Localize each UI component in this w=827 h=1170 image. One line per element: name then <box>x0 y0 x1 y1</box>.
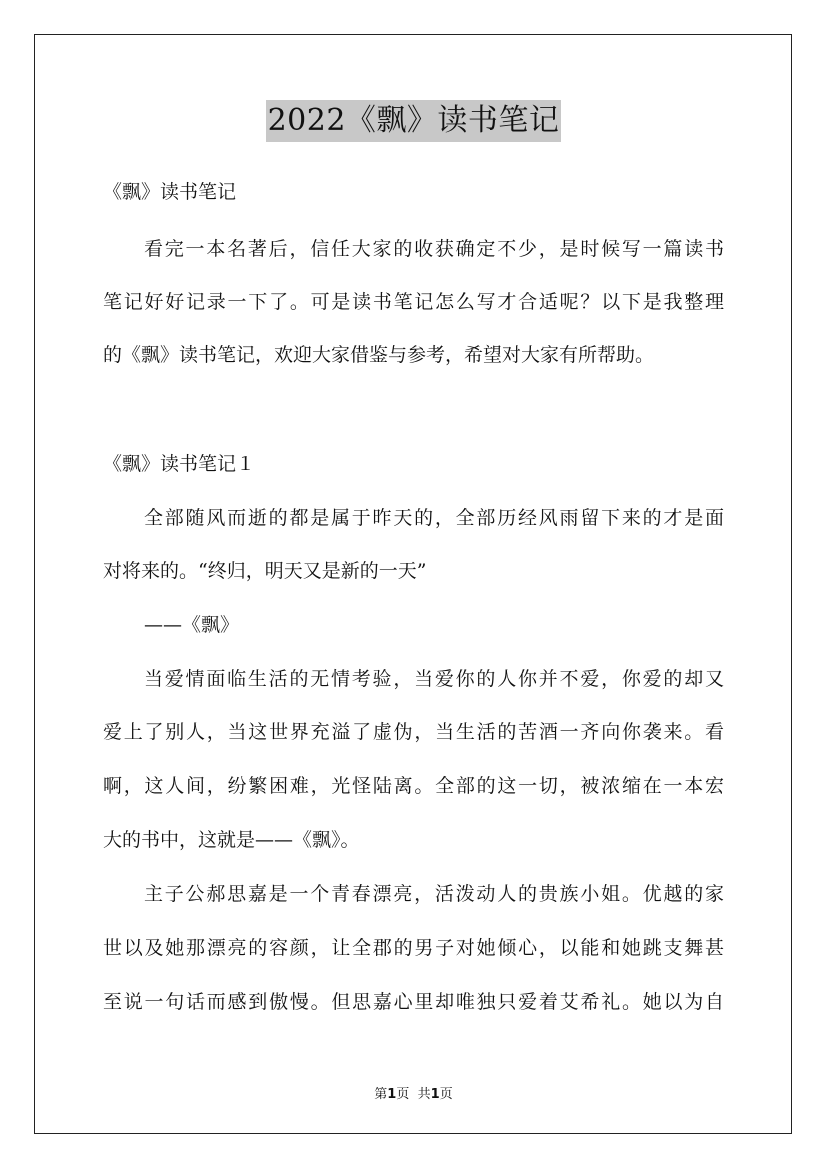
quote-source: ——《飘》 <box>144 614 240 636</box>
document-title: 2022《飘》读书笔记 <box>266 100 562 142</box>
quote-line-1: 全部随风而逝的都是属于昨天的，全部历经风雨留下来的才是面 <box>144 507 724 529</box>
footer-total-suffix: 页 <box>439 1087 453 1102</box>
page-footer <box>0 1083 827 1102</box>
footer-page-prefix: 第 <box>374 1087 388 1102</box>
para1-line-1: 当爱情面临生活的无情考验，当爱你的人你并不爱，你爱的却又 <box>144 668 724 690</box>
para1-line-3: 啊，这人间，纷繁困难，光怪陆离。全部的这一切，被浓缩在一本宏 <box>103 775 724 797</box>
document-subtitle: 《飘》读书笔记 <box>103 181 237 203</box>
para2-line-1: 主子公郝思嘉是一个青春漂亮，活泼动人的贵族小姐。优越的家 <box>144 883 724 905</box>
title-container <box>0 100 827 142</box>
footer-total-number: 1 <box>430 1087 440 1102</box>
para1-line-2: 爱上了别人，当这世界充溢了虚伪，当生活的苦酒一齐向你袭来。看 <box>103 721 724 743</box>
footer-page-number: 1 <box>387 1087 397 1102</box>
intro-line-3: 的《飘》读书笔记，欢迎大家借鉴与参考，希望对大家有所帮助。 <box>103 344 655 366</box>
para2-line-3: 至说一句话而感到傲慢。但思嘉心里却唯独只爱着艾希礼。她以为自 <box>103 991 724 1013</box>
intro-line-1: 看完一本名著后，信任大家的收获确定不少，是时候写一篇读书 <box>144 238 724 260</box>
para1-line-4: 大的书中，这就是——《飘》。 <box>103 829 360 851</box>
intro-line-2: 笔记好好记录一下了。可是读书笔记怎么写才合适呢？以下是我整理 <box>103 291 724 313</box>
para2-line-2: 世以及她那漂亮的容颜，让全郡的男子对她倾心，以能和她跳支舞甚 <box>103 937 724 959</box>
quote-line-2: 对将来的。“终归，明天又是新的一天” <box>103 560 427 582</box>
section-heading: 《飘》读书笔记１ <box>103 453 256 475</box>
footer-total-prefix: 共 <box>417 1087 431 1102</box>
footer-page-suffix: 页 <box>396 1087 410 1102</box>
